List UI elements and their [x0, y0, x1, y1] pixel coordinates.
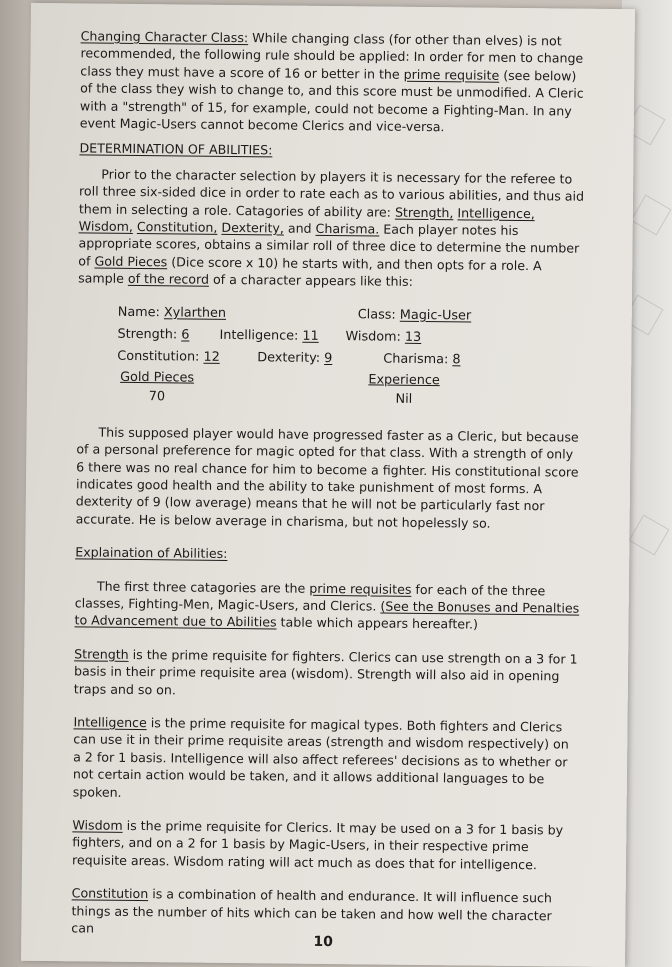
class-value: Magic-User	[399, 307, 472, 324]
dexterity-label: Dexterity:	[257, 349, 321, 366]
heading-determination: DETERMINATION OF ABILITIES:	[79, 140, 273, 158]
gold-pieces-label: Gold Pieces	[120, 369, 195, 386]
constitution-label: Constitution:	[117, 348, 200, 365]
paragraph-wisdom	[72, 816, 578, 874]
ability-charisma-term: Charisma.	[315, 220, 380, 237]
gold-pieces-field	[117, 367, 197, 406]
experience-label: Experience	[368, 372, 440, 388]
strength-label: Strength:	[117, 326, 178, 343]
paragraph-intelligence	[73, 713, 579, 805]
paragraph-changing-class	[80, 27, 586, 137]
strength-term: Strength	[74, 646, 129, 662]
paragraph-strength	[74, 645, 580, 703]
charisma-value: 8	[452, 351, 461, 368]
dexterity-field	[257, 347, 332, 370]
record-term: of the record	[127, 271, 210, 288]
strength-text: is the prime requisite for fighters. Clerics can use strength on a 3 for 1 basis in their prime requisite area (wisdom). Strength will also aid in opening traps and so on.	[73, 646, 578, 697]
intelligence-label: Intelligence:	[219, 327, 299, 344]
hex-grid-cell	[631, 195, 672, 236]
first-text-2: for each of the three classes, Fighting-Men, Magic-Users, and Clerics.	[74, 581, 546, 614]
charisma-field	[383, 348, 460, 371]
wisdom-text: is the prime requisite for Clerics. It may be used on a 3 for 1 basis by fighters, and on a 2 for 1 basis by Magic-Users, in their respective prime requisite areas. Wisdom rating will act much as does that for intelligence.	[71, 817, 564, 873]
gold-pieces-value: 70	[148, 388, 166, 404]
paragraph-prior	[78, 165, 584, 292]
name-field	[118, 301, 227, 324]
class-label: Class:	[357, 306, 396, 323]
prior-text: Prior to the character selection by players it is necessary for the referee to roll three six-sided dice in order to rate each as to various abilities, and thus aid them in selecting a role. Catagories of ability are:	[78, 166, 585, 220]
constitution-text: is a combination of health and endurance. It will influence such things as the number of hits which can be taken and how well the character can	[71, 886, 552, 936]
wisdom-field	[345, 326, 421, 349]
constitution-field	[117, 345, 220, 368]
wisdom-value: 13	[404, 329, 422, 345]
hex-grid-cell	[629, 515, 670, 556]
page-number: 10	[313, 933, 334, 951]
prime-requisite-term: prime requisite	[403, 66, 500, 83]
prior-and: and	[283, 220, 316, 236]
changing-class-text: While changing class (for other than elves) is not recommended, the following rule should be applied: In order for men to change class they must have a score of 16 or better in the	[80, 30, 584, 82]
experience-field	[363, 370, 445, 409]
changing-class-label: Changing Character Class:	[80, 28, 249, 46]
bonuses-penalties-reference: (See the Bonuses and Penalties to Advancement due to Abilities	[74, 598, 580, 630]
wisdom-term: Wisdom	[72, 817, 123, 833]
intelligence-term: Intelligence	[73, 714, 147, 731]
ability-intelligence-term: Intelligence,	[457, 204, 535, 221]
prior-text-3: (Dice score x 10) he starts with, and then opts for a role. A sample	[78, 254, 542, 287]
character-record-sheet	[117, 301, 538, 411]
changing-class-text-2: (see below) of the class they wish to change to, and this score must be unmodified. A Cleric with a "strength" of 15, for example, could not become a Fighting-Man. In any event Magic-Users cannot become Clerics and vice-versa.	[79, 67, 584, 135]
ability-dexterity-term: Dexterity,	[221, 219, 284, 236]
prior-text-2: Each player notes his appropriate scores, obtains a similar roll of three dice to determine the number of	[78, 221, 580, 269]
paragraph-supposed: This supposed player would have progressed faster as a Cleric, but because of a personal preference for magic opted for that class. With a strength of only 6 there was no real chance for him to become a fighter. His constitutional score indicates good health and the ability to take punishment of most forms. A dexterity of 9 (low average) means that he will not be particularly fast nor accurate. He is below average in charisma, but not hopelessly so.	[75, 424, 579, 531]
intelligence-field	[219, 325, 318, 348]
sheet-row-gold-experience	[117, 367, 537, 411]
ability-strength-term: Strength,	[394, 204, 454, 220]
name-value: Xylarthen	[163, 304, 227, 321]
book-page	[21, 3, 635, 967]
experience-value: Nil	[395, 391, 413, 407]
strength-value: 6	[181, 327, 190, 343]
dexterity-value: 9	[324, 350, 333, 366]
paragraph-first-three	[74, 577, 580, 635]
class-field	[358, 304, 472, 327]
page-content	[71, 27, 585, 942]
first-text: The first three catagories are the	[96, 578, 310, 596]
prime-requisites-term: prime requisites	[309, 580, 412, 597]
gold-pieces-term: Gold Pieces	[94, 253, 168, 270]
intelligence-value: 11	[302, 328, 319, 344]
constitution-value: 12	[203, 349, 220, 365]
intelligence-text: is the prime requisite for magical types. Both fighters and Clerics can use it in their prime requisite areas (strength and wisdom respectively) on a 2 for 1 basis. Intelligence will also affect referees' decisions as to whether or not certain action would be taken, and it allows additional languages to be spoken.	[72, 715, 569, 800]
wisdom-label: Wisdom:	[345, 328, 401, 345]
constitution-term: Constitution	[71, 885, 149, 902]
ability-constitution-term: Constitution,	[136, 219, 218, 235]
first-text-3: table which appears hereafter.)	[276, 614, 479, 632]
name-label: Name:	[117, 304, 160, 320]
heading-explanation: Explaination of Abilities:	[75, 544, 228, 562]
charisma-label: Charisma:	[383, 351, 449, 367]
ability-wisdom-term: Wisdom,	[78, 218, 133, 235]
strength-field	[117, 323, 189, 346]
prior-text-4: of a character appears like this:	[208, 272, 413, 290]
